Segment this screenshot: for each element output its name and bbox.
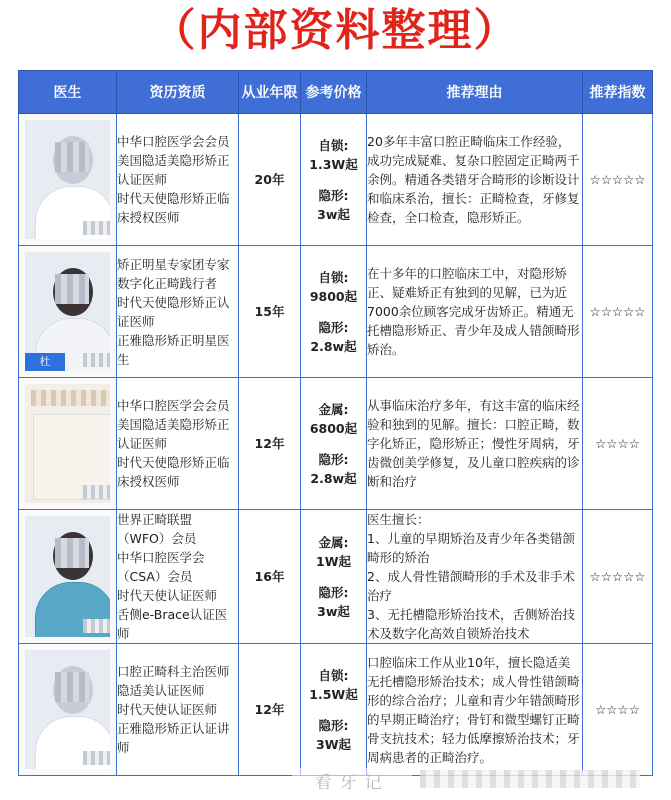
rating-stars: ☆☆☆☆ [583,644,653,776]
rating-stars: ☆☆☆☆ [583,378,653,510]
header-rating: 推荐指数 [583,71,653,114]
doctor-photo-blurred [25,120,110,239]
credential-line: 时代天使隐形矫正临床授权医师 [117,455,230,489]
price-a-value: 1W起 [316,553,351,569]
doctor-photo-blurred [25,516,110,637]
years-cell: 15年 [239,246,301,378]
price-b-label: 隐形: [318,319,349,335]
price-cell [301,378,367,510]
credential-line: 舌侧e-Brace认证医师 [117,607,228,641]
credential-line: 时代天使隐形矫正认证医师 [117,294,230,329]
credential-line: 正雅隐形矫正认证讲师 [117,721,230,755]
credential-line: 隐适美认证医师 [117,683,205,698]
price-b-value: 3w起 [317,603,350,619]
price-b-value: 3w起 [317,206,350,222]
price-b-value: 3W起 [316,736,351,752]
price-b-value: 2.8w起 [310,470,357,486]
header-credentials: 资历资质 [117,71,239,114]
price-b-label: 隐形: [318,451,349,467]
price-a-label: 自锁: [318,269,349,285]
doctor-photo-cell [19,114,117,246]
price-a-value: 6800起 [309,420,358,436]
price-cell [301,114,367,246]
page-title: （内部资料整理） [151,5,520,56]
reason-cell: 医生擅长： 1、儿童的早期矫治及青少年各类错颌畸形的矫治 2、成人骨性错颌畸形的手术及非手术治疗 3、无托槽隐形矫治技术，舌侧矫治技术及数字化高效自锁矫治技术 [367,510,583,644]
years-cell: 16年 [239,510,301,644]
reason-cell: 口腔临床工作从业10年，擅长隐适美无托槽隐形矫治技术；成人骨性错颌畸形的综合治疗；儿童和青少年错颌畸形的早期正畸治疗；骨钉和微型螺钉正畸骨支抗技术；轻力低摩擦矫治技术；牙周病患者的正畸治疗。 [367,644,583,776]
doctor-photo-cell [19,246,117,378]
table-header-row [19,71,653,114]
credential-line: 矫正明星专家团专家 [117,256,230,272]
rating-stars: ☆☆☆☆☆ [583,114,653,246]
price-b-value: 2.8w起 [310,338,357,354]
doctor-table [18,70,653,776]
table-row [19,644,653,776]
credential-line: 中华口腔医学会（CSA）会员 [117,550,205,584]
table-row [19,114,653,246]
doctor-photo-cell [19,644,117,776]
doctor-name-tag: 杜 [25,353,65,371]
doctor-photo-cell [19,378,117,510]
reason-cell: 20多年丰富口腔正畸临床工作经验，成功完成疑难、复杂口腔固定正畸两千余例。精通各类错牙合畸形的诊断设计和临床系治，擅长：正畸检查，牙修复检查，全口检查，隐形矫正。 [367,114,583,246]
price-a-value: 1.5W起 [309,686,358,702]
watermark-text: 看牙记 [292,768,412,792]
doctor-photo-cell [19,510,117,644]
credential-line: 口腔正畸科主治医师 [117,664,230,679]
price-b-label: 隐形: [318,584,349,600]
price-b-label: 隐形: [318,717,349,733]
credential-line: 中华口腔医学会会员 [117,134,230,149]
reason-cell: 从事临床治疗多年，有这丰富的临床经验和独到的见解。擅长：口腔正畸，数字化矫正，隐形矫正；慢性牙周病，牙齿微创美学修复，及儿童口腔疾病的诊断和治疗 [367,378,583,510]
price-a-label: 金属: [318,534,349,550]
credential-line: 时代天使认证医师 [117,702,218,717]
table-row [19,246,653,378]
price-a-value: 9800起 [309,288,358,304]
table-row [19,378,653,510]
price-cell [301,644,367,776]
header-price: 参考价格 [301,71,367,114]
rating-stars: ☆☆☆☆☆ [583,246,653,378]
watermark-mosaic [420,770,640,788]
credentials-cell [117,114,239,246]
credential-line: 正雅隐形矫正明星医生 [117,332,230,367]
price-a-label: 金属: [318,401,349,417]
credentials-cell [117,644,239,776]
doctor-photo-blurred [25,252,110,371]
rating-stars: ☆☆☆☆☆ [583,510,653,644]
header-reason: 推荐理由 [367,71,583,114]
price-b-label: 隐形: [318,187,349,203]
credential-line: 时代天使认证医师 [117,588,218,603]
reason-cell: 在十多年的口腔临床工中，对隐形矫正、疑难矫正有独到的见解，已为近7000余位顾客完成牙齿矫正。精通无托槽隐形矫正、青少年及成人错颌畸形矫治。 [367,246,583,378]
price-cell [301,246,367,378]
credential-line: 中华口腔医学会会员 [117,398,230,413]
price-a-value: 1.3W起 [309,156,358,172]
credential-line: 美国隐适美隐形矫正认证医师 [117,153,230,187]
credential-line: 世界正畸联盟（WFO）会员 [117,512,197,546]
credential-line: 数字化正畸践行者 [117,275,218,291]
doctor-photo-blurred [25,384,110,503]
years-cell: 12年 [239,378,301,510]
credentials-cell [117,510,239,644]
price-a-label: 自锁: [318,667,349,683]
credentials-cell [117,246,239,378]
header-doctor: 医生 [19,71,117,114]
price-a-label: 自锁: [318,137,349,153]
credential-line: 时代天使隐形矫正临床授权医师 [117,191,230,225]
years-cell: 20年 [239,114,301,246]
price-cell [301,510,367,644]
header-years: 从业年限 [239,71,301,114]
years-cell: 12年 [239,644,301,776]
credential-line: 美国隐适美隐形矫正认证医师 [117,417,230,451]
doctor-photo-blurred [25,650,110,769]
table-row [19,510,653,644]
credentials-cell [117,378,239,510]
